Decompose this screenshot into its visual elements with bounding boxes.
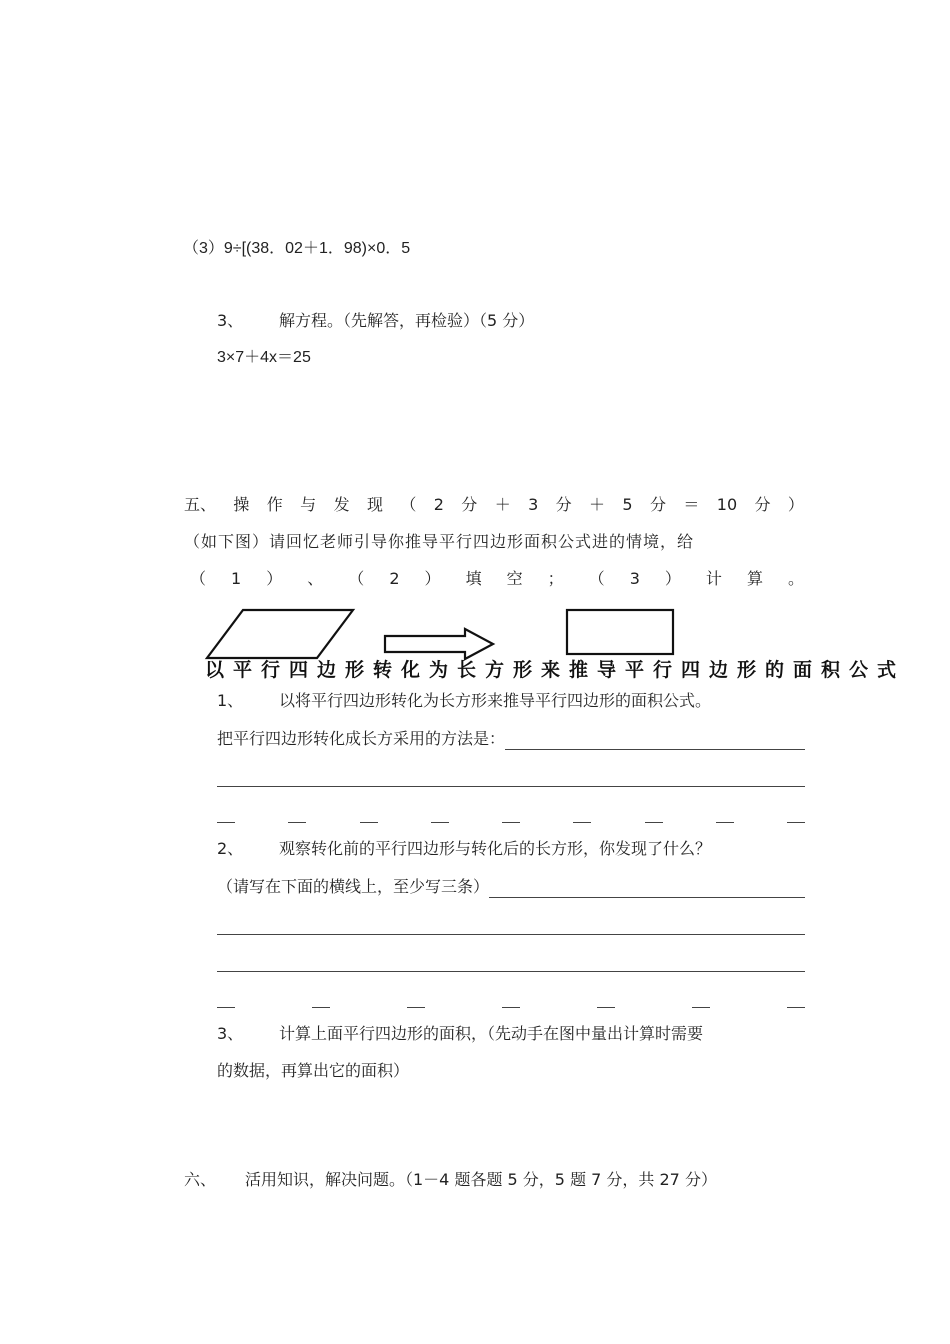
equation-expression: 3×7＋4x＝25 [217,349,311,366]
q1-number: 1、 [217,691,244,710]
rectangle-shape [567,610,673,654]
title-char: 现 [366,495,383,514]
title-char: 作 [266,495,283,514]
section-5-title [184,494,804,516]
q1-prompt: 把平行四边形转化成长方采用的方法是： [217,729,506,748]
title-char: 发 [333,495,350,514]
q1-blank[interactable] [505,728,805,750]
dash-segment [787,801,805,823]
dash-segment [288,801,306,823]
q2-prompt: （请写在下面的横线上，至少写三条） [217,877,490,896]
instruction-char: 3 [629,569,640,588]
q2-answer-line-3[interactable] [217,950,805,972]
instruction-char: ； [547,569,564,588]
q2-blank[interactable] [489,876,805,898]
title-char: 分 [461,495,478,514]
section-6-title: 活用知识，解决问题。（1－4 题各题 5 分，5 题 7 分，共 27 分） [245,1170,717,1189]
dash-segment [407,986,425,1008]
title-char: 5 [622,495,633,514]
q3-text: 计算上面平行四边形的面积，（先动手在图中量出计算时需要 [279,1024,704,1043]
title-char: ＝ [683,495,700,514]
dash-segment [692,986,710,1008]
dash-segment [787,986,805,1008]
title-char: ） [787,495,804,514]
q1-text: 以将平行四边形转化为长方形来推导平行四边形的面积公式。 [279,691,712,710]
dash-segment [312,986,330,1008]
q1-answer-line-1 [217,728,805,750]
dash-segment [597,986,615,1008]
instruction-char: （ [190,569,207,588]
q2-answer-line-1 [217,876,805,898]
dash-segment [502,801,520,823]
q2-number: 2、 [217,839,244,858]
section-5-number: 五、 [184,495,217,514]
title-char: 2 [433,495,444,514]
instruction-char: 2 [389,569,400,588]
dash-segment [431,801,449,823]
equation-question-title: 解方程。（先解答，再检验）（5 分） [279,311,535,330]
q2-answer-line-dashed[interactable] [217,986,805,1008]
parallelogram-shape [207,610,353,658]
instruction-char: 计 [705,569,722,588]
dash-segment [217,801,235,823]
q1-answer-line-dashed[interactable] [217,801,805,823]
section-5-intro: （如下图）请回忆老师引导你推导平行四边形面积公式进的情境，给 [184,532,695,551]
instruction-char: 。 [787,569,804,588]
instruction-char: 、 [307,569,324,588]
section-5-instruction [190,568,804,590]
title-char: 分 [555,495,572,514]
calc-item-3: （3）9÷[(38．02＋1．98)×0．5 [183,240,411,257]
figure-caption-cut: 以平行四边形转化为长方形来推导平行四边形的面积公式 [205,659,906,681]
title-char: 分 [754,495,771,514]
title-char: 3 [528,495,539,514]
instruction-char: ） [266,569,283,588]
instruction-char: （ [588,569,605,588]
dash-segment [645,801,663,823]
title-char: 分 [649,495,666,514]
equation-question-number: 3、 [217,311,244,330]
q2-answer-line-2[interactable] [217,913,805,935]
instruction-char: 填 [465,569,482,588]
q1-answer-line-2[interactable] [217,765,805,787]
title-char: 10 [716,495,738,514]
dash-segment [716,801,734,823]
title-char: 操 [233,495,250,514]
section-6-number: 六、 [184,1170,217,1189]
instruction-char: 算 [746,569,763,588]
q2-text: 观察转化前的平行四边形与转化后的长方形，你发现了什么？ [279,839,712,858]
title-char: （ [400,495,417,514]
dash-segment [502,986,520,1008]
dash-segment [360,801,378,823]
dash-segment [573,801,591,823]
title-char: ＋ [494,495,511,514]
instruction-char: 空 [506,569,523,588]
instruction-char: ） [424,569,441,588]
title-char: 与 [300,495,317,514]
instruction-char: （ [348,569,365,588]
title-char: ＋ [589,495,606,514]
dash-segment [217,986,235,1008]
instruction-char: 1 [231,569,242,588]
q3-number: 3、 [217,1024,244,1043]
instruction-char: ） [664,569,681,588]
q3-text-continued: 的数据，再算出它的面积） [217,1061,410,1080]
transformation-figure [205,602,906,681]
arrow-icon [385,629,493,659]
